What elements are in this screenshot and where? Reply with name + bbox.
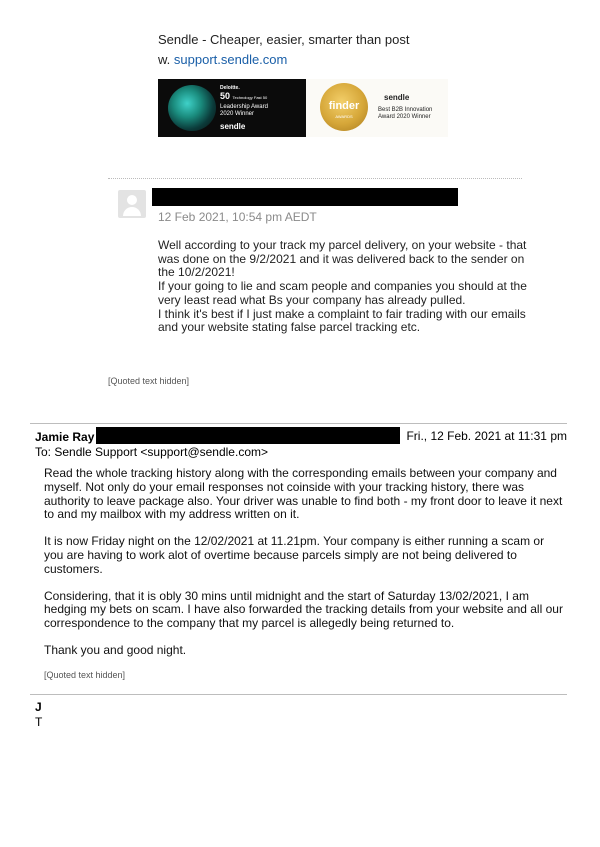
next-recipient-initial: T <box>35 715 43 729</box>
email-paragraph: It is now Friday night on the 12/02/2021 at 11.21pm. Your company is either running a scam or you are having to work alot of overtime because parcels simply are not being delivered to customers. <box>44 534 545 576</box>
deloitte-logo: Deloitte. <box>220 85 240 91</box>
quoted-text-toggle[interactable]: [Quoted text hidden] <box>108 376 190 386</box>
b2b-award-text <box>378 107 446 121</box>
b2b-award-panel <box>306 79 448 137</box>
reply-date: 12 Feb 2021, 10:54 pm AEDT <box>158 210 317 224</box>
email-body <box>44 467 564 671</box>
b2b-award-line1: Best B2B Innovation <box>378 107 433 113</box>
signature-tagline: Sendle - Cheaper, easier, smarter than post <box>158 32 410 47</box>
sendle-logo: sendle <box>384 93 410 102</box>
avatar <box>118 190 146 218</box>
finder-award-badge <box>320 83 368 131</box>
reply-paragraph: I think it's best if I just make a complaint to fair trading with our emails and your website stating false parcel tracking etc. <box>158 306 526 335</box>
redacted-email <box>96 427 400 444</box>
signature-website <box>158 52 287 67</box>
finder-word: finder <box>328 100 360 112</box>
globe-graphic <box>168 85 216 131</box>
leadership-award-line2: 2020 Winner <box>220 111 255 117</box>
fast50-logo <box>220 91 267 101</box>
fast50-number: 50 <box>220 91 231 101</box>
reply-body <box>158 239 530 335</box>
sender-name: Jamie Ray <box>35 430 95 444</box>
email-paragraph: Thank you and good night. <box>44 642 187 657</box>
reply-paragraph: If your going to lie and scam people and companies you should at the very least read what Bs your company has already pulled. <box>158 279 527 307</box>
fast50-subtitle: Technology Fast 50 <box>232 95 268 100</box>
leadership-award-panel <box>158 79 306 137</box>
message-separator <box>30 423 567 424</box>
email-paragraph: Read the whole tracking history along with the corresponding emails between your company and myself. Not only do your email responses not coinside with your tracking history, there was authority to leave package also. Your driver was unable to find both - my front door to leave it next to and my mailbox with my address written on it. <box>44 466 563 522</box>
next-sender-initial: J <box>35 700 42 714</box>
quoted-text-toggle[interactable]: [Quoted text hidden] <box>44 670 126 680</box>
redacted-sender <box>152 188 458 206</box>
website-prefix: w. <box>158 52 174 67</box>
sendle-logo: sendle <box>220 122 246 131</box>
support-link[interactable]: support.sendle.com <box>173 52 288 67</box>
email-paragraph: Considering, that it is obly 30 mins until midnight and the start of Saturday 13/02/2021, I am hedging my bets on scam. I have also forwarded the tracking details from your website and all our correspondence to the company that my parcel is allegedly being returned to. <box>44 588 563 631</box>
b2b-award-line2: Award 2020 Winner <box>378 114 431 120</box>
reply-paragraph: Well according to your track my parcel delivery, on your website - that was done on the 9/2/2021 and it was delivered back to the sender on the 10/2/2021! <box>158 238 527 280</box>
message-separator <box>30 694 567 695</box>
message-divider <box>108 178 522 179</box>
leadership-award-line1: Leadership Award <box>220 104 268 110</box>
finder-awards-label: AWARDS <box>335 114 353 119</box>
recipient-line: To: Sendle Support <support@sendle.com> <box>35 445 268 459</box>
email-date: Fri., 12 Feb. 2021 at 11:31 pm <box>406 429 567 443</box>
leadership-award-text <box>220 104 268 118</box>
award-banner <box>158 79 448 137</box>
